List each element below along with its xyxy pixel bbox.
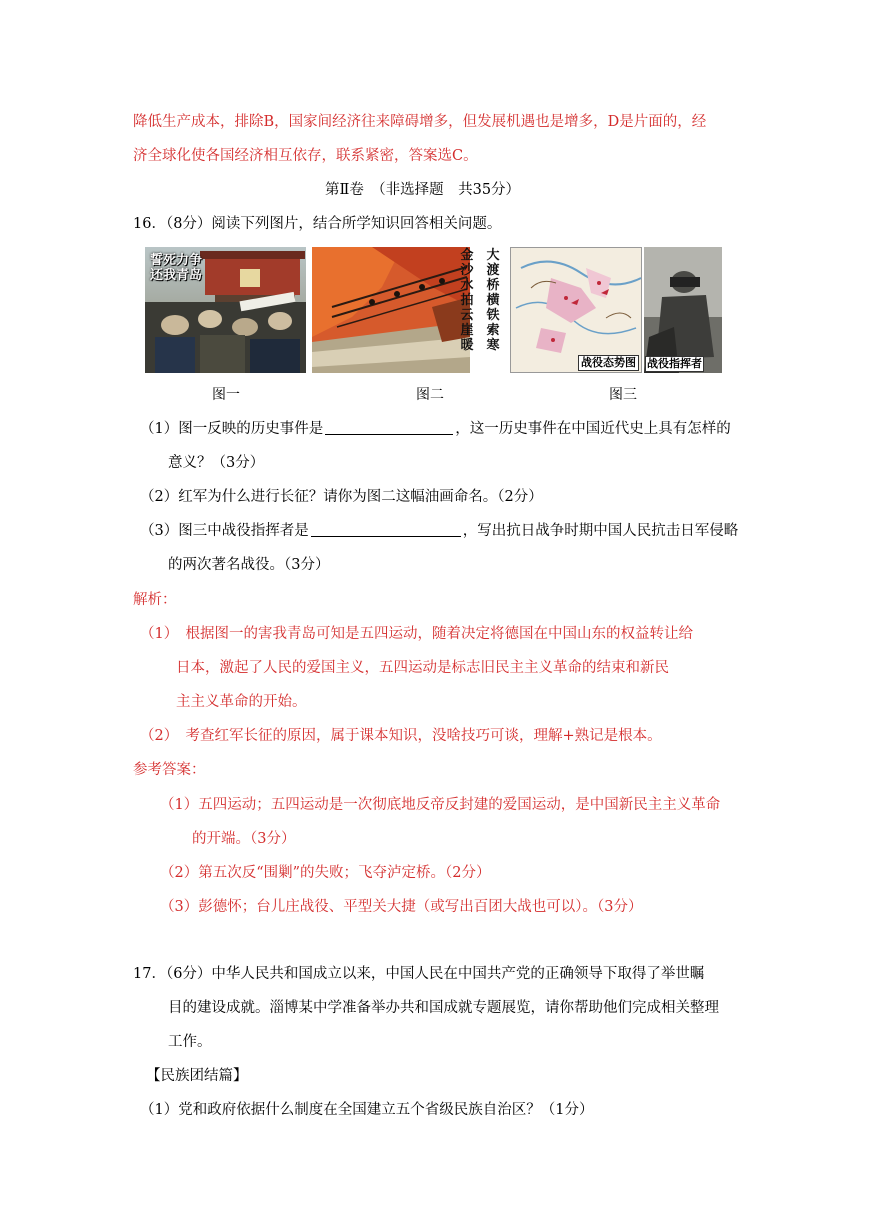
figure-3-photo-label: 战役指挥者 [647,357,702,370]
answer-text-line-1: 降低生产成本，排除B，国家间经济往来障碍增多，但发展机遇也是增多，D是片面的，经 [133,114,707,130]
q17-stem-line-1: 17．（6分）中华人民共和国成立以来，中国人民在中国共产党的正确领导下取得了举世瞩 [133,966,705,982]
q16-stem: 16．（8分）阅读下列图片，结合所学知识回答相关问题。 [133,216,502,232]
figure-3-photo [644,247,722,373]
figure-3-caption: 图三 [609,387,637,403]
analysis-line-4: （2） 考查红军长征的原因，属于课本知识，没啥技巧可谈，理解+熟记是根本。 [140,728,662,744]
figure-2-poem-column-2: 大 渡 桥 横 铁 索 寒 [486,248,500,353]
q17-section-heading: 【民族团结篇】 [146,1068,248,1084]
q16-sub3-answer-blank[interactable] [311,522,461,537]
q16-sub3-line-1: （3）图三中战役指挥者是 ，写出抗日战争时期中国人民抗击日军侵略 [140,523,739,539]
analysis-line-2: 日本，激起了人民的爱国主义，五四运动是标志旧民主主义革命的结束和新民 [176,660,669,676]
q16-sub1-line-1: （1）图一反映的历史事件是 ，这一历史事件在中国近代史上具有怎样的 [140,421,731,437]
q16-sub1-answer-blank[interactable] [325,420,453,435]
answer-line-2: 的开端。（3分） [192,831,296,847]
figure-2-poem-column-1: 金 沙 水 拍 云 崖 暖 [460,248,474,353]
q16-sub1-line-2: 意义？（3分） [168,455,265,471]
figure-1-overlay-text: 誓死力争 还我青岛 [150,253,203,283]
answer-line-3: （2）第五次反“围剿”的失败；飞夺泸定桥。（2分） [160,865,491,881]
answer-line-1: （1）五四运动；五四运动是一次彻底地反帝反封建的爱国运动，是中国新民主主义革命 [160,797,721,813]
figure-2-image [312,247,470,373]
figure-3-map-label: 战役态势图 [578,355,639,371]
figure-2-caption: 图二 [416,387,444,403]
analysis-line-3: 主主义革命的开始。 [176,694,307,710]
figure-1-caption: 图一 [212,387,240,403]
answer-line-4: （3）彭德怀；台儿庄战役、平型关大捷（或写出百团大战也可以）。（3分） [160,899,643,915]
q17-stem-line-2: 目的建设成就。淄博某中学准备举办共和国成就专题展览，请你帮助他们完成相关整理 [168,1000,719,1016]
answer-text-line-2: 济全球化使各国经济相互依存，联系紧密，答案选C。 [133,148,478,164]
analysis-label: 解析： [133,592,177,608]
figure-3-map [510,247,642,373]
q16-sub2: （2）红军为什么进行长征？请你为图二这幅油画命名。（2分） [140,489,543,505]
figure-1-image [145,247,306,373]
analysis-line-1: （1） 根据图一的害我青岛可知是五四运动，随着决定将德国在中国山东的权益转让给 [140,626,693,642]
answer-label: 参考答案： [133,762,206,778]
section-heading: 第Ⅱ卷 （非选择题 共35分） [325,182,521,198]
q17-stem-line-3: 工作。 [168,1034,212,1050]
q17-sub1: （1）党和政府依据什么制度在全国建立五个省级民族自治区？（1分） [140,1102,594,1118]
q16-sub3-line-2: 的两次著名战役。（3分） [168,557,330,573]
